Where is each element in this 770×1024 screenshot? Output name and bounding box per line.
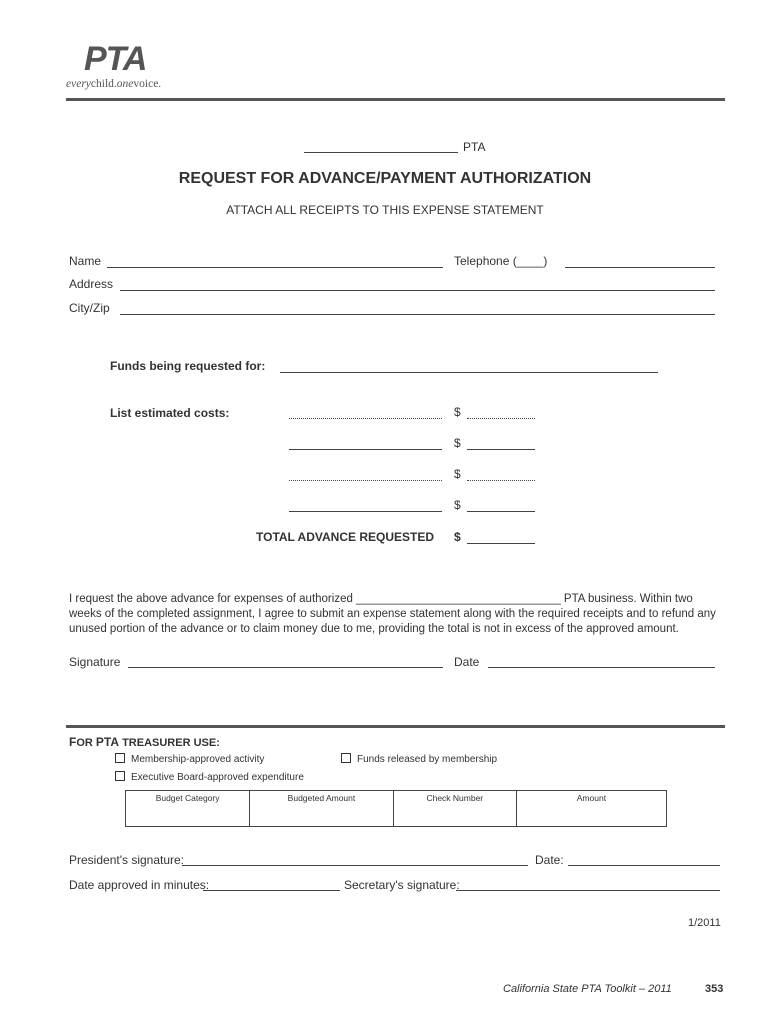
total-label: TOTAL ADVANCE REQUESTED: [256, 530, 435, 544]
board-approved-checkbox[interactable]: [115, 771, 304, 783]
paragraph-line: weeks of the completed assignment, I agree to submit an expense statement along with the required receipts and to refund any: [69, 608, 716, 620]
address-label: Address: [69, 277, 114, 291]
cost-item-1-field[interactable]: [289, 418, 442, 419]
minutes-date-field[interactable]: [203, 890, 340, 891]
revision-date: 1/2011: [688, 917, 721, 929]
dollar-sign: $: [454, 436, 461, 450]
header-rule: [66, 98, 725, 101]
col-check-number[interactable]: Check Number: [393, 791, 516, 827]
dollar-sign: $: [454, 467, 461, 481]
cost-item-2-field[interactable]: [289, 449, 442, 450]
funds-label: Funds being requested for:: [110, 359, 266, 373]
total-amount-field[interactable]: [467, 543, 535, 544]
cost-amount-3-field[interactable]: [467, 480, 535, 481]
name-label: Name: [69, 254, 102, 268]
approval-date-label: Date:: [535, 853, 564, 867]
agreement-paragraph: [69, 592, 729, 637]
checkbox-icon[interactable]: [115, 771, 125, 781]
checkbox-label: Funds released by membership: [357, 754, 498, 765]
heading-pta: PTA: [95, 735, 120, 749]
checkbox-icon[interactable]: [115, 753, 125, 763]
approval-date-field[interactable]: [568, 865, 720, 866]
logo-tagline: [66, 78, 161, 90]
tagline-voice: voice.: [133, 78, 162, 90]
date-label: Date: [454, 655, 480, 669]
cost-amount-4-field[interactable]: [467, 511, 535, 512]
page-number: 353: [705, 983, 724, 995]
secretary-signature-label: Secretary's signature:: [344, 878, 460, 892]
tagline-every: every: [66, 78, 91, 90]
tagline-child: child.: [90, 78, 117, 90]
telephone-label: Telephone (____): [454, 254, 548, 268]
cost-amount-1-field[interactable]: [467, 418, 535, 419]
pta-logo: [66, 42, 161, 90]
logo-mark: PTA: [84, 40, 147, 78]
funds-released-checkbox[interactable]: [341, 753, 497, 765]
costs-label: List estimated costs:: [110, 406, 230, 420]
col-budget-category[interactable]: Budget Category: [126, 791, 250, 827]
checkbox-label: Executive Board-approved expenditure: [131, 772, 304, 783]
cityzip-field[interactable]: [120, 314, 715, 315]
dollar-sign: $: [454, 498, 461, 512]
dollar-sign: $: [454, 530, 461, 544]
treasurer-rule: [66, 725, 725, 728]
paragraph-line: unused portion of the advance or to claim money due to me, providing the total is not in excess of the approved amount.: [69, 623, 679, 635]
col-budgeted-amount[interactable]: Budgeted Amount: [250, 791, 394, 827]
heading-f: F: [69, 735, 77, 749]
toolkit-footer: California State PTA Toolkit – 2011: [503, 983, 672, 995]
heading-tail: TREASURER USE:: [122, 737, 220, 749]
pta-suffix: PTA: [463, 140, 486, 154]
budget-table: [125, 790, 667, 827]
dollar-sign: $: [454, 405, 461, 419]
date-field[interactable]: [488, 667, 715, 668]
membership-approved-checkbox[interactable]: [115, 753, 264, 765]
address-field[interactable]: [120, 290, 715, 291]
signature-label: Signature: [69, 655, 121, 669]
telephone-field[interactable]: [565, 267, 715, 268]
name-field[interactable]: [107, 267, 443, 268]
president-signature-field[interactable]: [182, 865, 528, 866]
form-subtitle: ATTACH ALL RECEIPTS TO THIS EXPENSE STATEMENT: [226, 203, 544, 217]
form-title: REQUEST FOR ADVANCE/PAYMENT AUTHORIZATION: [178, 170, 592, 187]
pta-unit-field[interactable]: [304, 152, 458, 153]
president-signature-label: President's signature:: [69, 853, 185, 867]
cost-item-3-field[interactable]: [289, 480, 442, 481]
treasurer-heading: [69, 735, 220, 749]
tagline-one: one: [116, 78, 134, 90]
paragraph-line: I request the above advance for expenses of authorized ________________________________ PTA business. Within two: [69, 593, 693, 605]
funds-field[interactable]: [280, 372, 658, 373]
signature-field[interactable]: [128, 667, 443, 668]
cost-item-4-field[interactable]: [289, 511, 442, 512]
cityzip-label: City/Zip: [69, 301, 110, 315]
secretary-signature-field[interactable]: [456, 890, 720, 891]
checkbox-label: Membership-approved activity: [131, 754, 265, 765]
col-amount[interactable]: Amount: [516, 791, 666, 827]
minutes-date-label: Date approved in minutes:: [69, 878, 210, 892]
heading-or: OR: [76, 737, 93, 749]
checkbox-icon[interactable]: [341, 753, 351, 763]
cost-amount-2-field[interactable]: [467, 449, 535, 450]
